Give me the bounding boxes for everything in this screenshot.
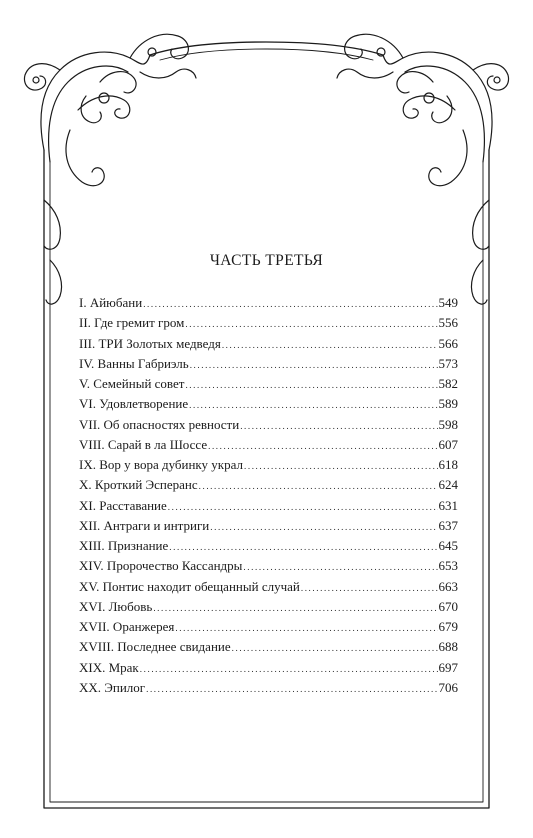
toc-entry-page-number: 566 [438,335,458,351]
toc-entry-page-number: 618 [438,457,458,472]
toc-entry-title: VI. Удовлетворение [79,396,189,412]
toc-entry-title: III. ТРИ Золотых медведя [79,335,221,351]
toc-entry [79,678,458,698]
toc-entry-page-number: 679 [438,619,458,634]
toc-entry [79,536,458,556]
dot-leader [143,294,437,314]
toc-entry-page-number: 706 [438,679,458,695]
toc-entry-page-number: 670 [438,598,458,614]
dot-leader [146,679,437,699]
toc-entry-title: XIV. Пророчество Кассандры [79,558,243,574]
toc-entry-title: XVI. Любовь [79,598,153,614]
dot-leader [190,355,438,375]
toc-entry [79,435,458,455]
table-of-contents [79,293,458,698]
toc-entry [79,637,458,657]
toc-entry-title: XX. Эпилог [79,679,146,695]
toc-entry [79,516,458,536]
toc-entry [79,617,458,637]
dot-leader [208,436,437,456]
toc-entry-page-number: 697 [438,659,458,675]
dot-leader [140,659,438,679]
toc-entry-page-number: 653 [438,558,458,574]
toc-entry-page-number: 589 [438,396,458,412]
toc-entry-title: XIX. Мрак [79,659,139,675]
dot-leader [210,517,437,537]
toc-entry-title: XI. Расставание [79,497,167,513]
toc-entry-page-number: 631 [438,497,458,513]
toc-entry-title: X. Кроткий Эсперанс [79,477,198,493]
toc-entry-page-number: 549 [438,295,458,310]
toc-entry-page-number: 582 [438,376,458,391]
toc-entry-title: VII. Об опасностях ревности [79,416,240,432]
dot-leader [301,578,438,598]
toc-entry-page-number: 637 [438,517,458,533]
toc-entry-title: II. Где гремит гром [79,315,185,331]
toc-entry-page-number: 556 [438,315,458,331]
toc-entry-page-number: 663 [438,578,458,594]
toc-entry [79,597,458,617]
dot-leader [189,395,437,415]
toc-entry-title: XII. Антраги и интриги [79,517,210,533]
toc-entry [79,415,458,435]
toc-entry-title: XVII. Оранжерея [79,619,175,634]
dot-leader [168,497,438,517]
toc-entry-title: IX. Вор у вора дубинку украл [79,457,243,472]
toc-entry-page-number: 607 [438,436,458,452]
dot-leader [240,416,437,436]
toc-entry-title: XIII. Признание [79,538,169,553]
dot-leader [232,638,438,658]
toc-entry [79,293,458,313]
toc-entry [79,394,458,414]
toc-entry-title: XVIII. Последнее свидание [79,639,231,655]
toc-entry [79,334,458,354]
toc-entry [79,475,458,495]
toc-entry-page-number: 688 [438,639,458,655]
toc-entry-page-number: 645 [438,538,458,553]
toc-entry-title: I. Айюбани [79,295,143,310]
dot-leader [185,375,437,395]
dot-leader [175,618,437,638]
toc-entry [79,496,458,516]
toc-entry [79,374,458,394]
dot-leader [153,598,437,618]
dot-leader [169,537,437,557]
dot-leader [199,476,438,496]
toc-entry [79,556,458,576]
toc-entry-title: IV. Ванны Габриэль [79,355,189,371]
toc-entry-page-number: 624 [438,477,458,493]
toc-entry [79,577,458,597]
dot-leader [222,335,438,355]
toc-entry [79,313,458,333]
dot-leader [243,557,437,577]
toc-entry-page-number: 573 [438,355,458,371]
dot-leader [185,314,437,334]
toc-entry [79,658,458,678]
toc-entry-title: VIII. Сарай в ла Шоссе [79,436,208,452]
dot-leader [244,456,438,476]
toc-entry-title: V. Семейный совет [79,376,185,391]
toc-entry [79,354,458,374]
toc-entry-title: XV. Понтис находит обещанный случай [79,578,300,594]
section-title: ЧАСТЬ ТРЕТЬЯ [209,252,324,269]
toc-entry [79,455,458,475]
toc-entry-page-number: 598 [438,416,458,432]
